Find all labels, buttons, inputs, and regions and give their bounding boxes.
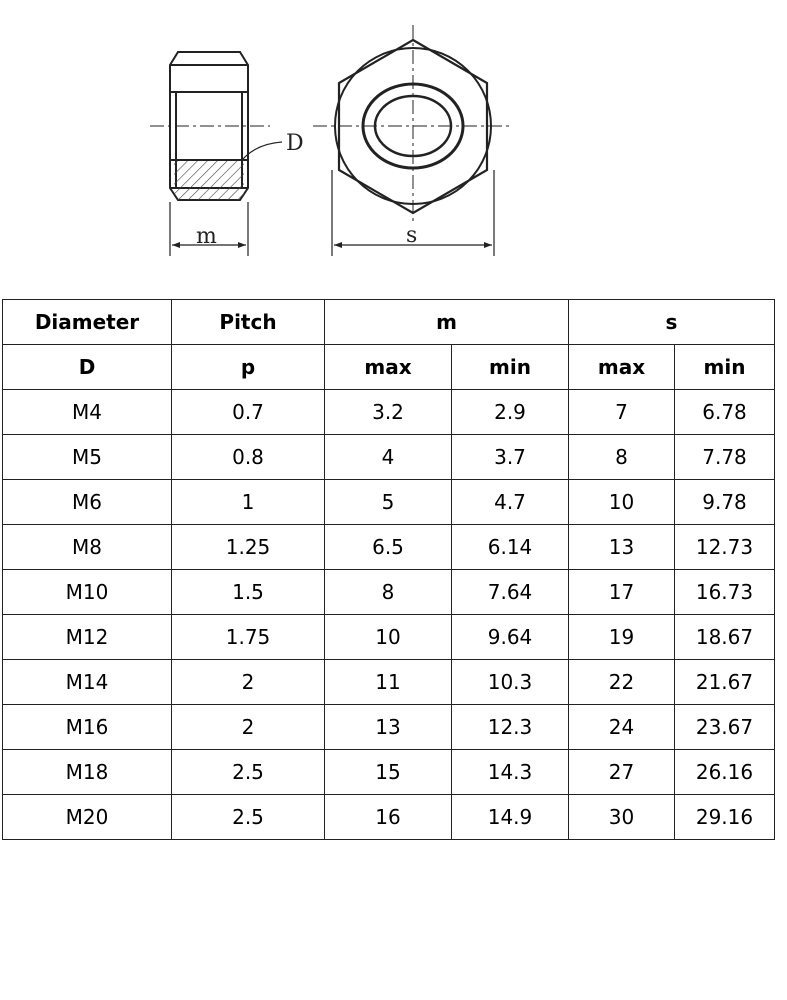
m-min-cell: 2.9 (452, 390, 569, 435)
m-min-cell: 12.3 (452, 705, 569, 750)
m-max-cell: 16 (325, 795, 452, 840)
m-max-cell: 11 (325, 660, 452, 705)
header-diameter-symbol: D (3, 345, 172, 390)
m-min-cell: 14.9 (452, 795, 569, 840)
diameter-cell: M6 (3, 480, 172, 525)
pitch-cell: 1.75 (172, 615, 325, 660)
s-min-cell: 18.67 (675, 615, 775, 660)
table-row (3, 525, 775, 570)
pitch-cell: 1 (172, 480, 325, 525)
table-row (3, 705, 775, 750)
pitch-cell: 2 (172, 705, 325, 750)
s-max-cell: 27 (569, 750, 675, 795)
header-pitch-symbol: p (172, 345, 325, 390)
m-min-cell: 4.7 (452, 480, 569, 525)
pitch-cell: 1.5 (172, 570, 325, 615)
s-min-cell: 16.73 (675, 570, 775, 615)
m-max-cell: 4 (325, 435, 452, 480)
s-min-cell: 26.16 (675, 750, 775, 795)
m-max-cell: 6.5 (325, 525, 452, 570)
table-body (3, 390, 775, 840)
diameter-cell: M20 (3, 795, 172, 840)
header-m-min: min (452, 345, 569, 390)
s-min-cell: 9.78 (675, 480, 775, 525)
table-row (3, 480, 775, 525)
m-min-cell: 9.64 (452, 615, 569, 660)
diameter-cell: M16 (3, 705, 172, 750)
pitch-cell: 2.5 (172, 750, 325, 795)
s-min-cell: 29.16 (675, 795, 775, 840)
s-min-cell: 12.73 (675, 525, 775, 570)
diameter-cell: M5 (3, 435, 172, 480)
diameter-cell: M18 (3, 750, 172, 795)
s-max-cell: 24 (569, 705, 675, 750)
header-diameter: Diameter (3, 300, 172, 345)
table-row (3, 435, 775, 480)
m-max-cell: 13 (325, 705, 452, 750)
s-max-cell: 30 (569, 795, 675, 840)
s-min-cell: 21.67 (675, 660, 775, 705)
s-min-cell: 7.78 (675, 435, 775, 480)
header-pitch: Pitch (172, 300, 325, 345)
s-max-cell: 22 (569, 660, 675, 705)
m-max-cell: 3.2 (325, 390, 452, 435)
label-s: s (406, 223, 418, 248)
pitch-cell: 0.7 (172, 390, 325, 435)
m-max-cell: 8 (325, 570, 452, 615)
table-row (3, 390, 775, 435)
m-max-cell: 5 (325, 480, 452, 525)
label-d: D (286, 131, 304, 156)
s-max-cell: 19 (569, 615, 675, 660)
header-m-max: max (325, 345, 452, 390)
s-min-cell: 6.78 (675, 390, 775, 435)
table-header (3, 300, 775, 390)
diameter-cell: M8 (3, 525, 172, 570)
pitch-cell: 0.8 (172, 435, 325, 480)
table-row (3, 570, 775, 615)
header-m: m (325, 300, 569, 345)
pitch-cell: 2.5 (172, 795, 325, 840)
m-min-cell: 14.3 (452, 750, 569, 795)
table-row (3, 660, 775, 705)
header-s: s (569, 300, 775, 345)
table-row (3, 750, 775, 795)
s-max-cell: 10 (569, 480, 675, 525)
m-min-cell: 6.14 (452, 525, 569, 570)
table-row (3, 615, 775, 660)
s-max-cell: 7 (569, 390, 675, 435)
diameter-cell: M10 (3, 570, 172, 615)
header-s-max: max (569, 345, 675, 390)
table-row (3, 795, 775, 840)
m-min-cell: 7.64 (452, 570, 569, 615)
m-max-cell: 15 (325, 750, 452, 795)
nut-front-view (313, 25, 513, 256)
s-max-cell: 13 (569, 525, 675, 570)
nut-spec-table (2, 299, 775, 840)
m-min-cell: 3.7 (452, 435, 569, 480)
hex-nut-drawing (130, 20, 570, 270)
pitch-cell: 2 (172, 660, 325, 705)
diameter-cell: M12 (3, 615, 172, 660)
s-max-cell: 8 (569, 435, 675, 480)
label-m: m (196, 224, 217, 249)
s-max-cell: 17 (569, 570, 675, 615)
s-min-cell: 23.67 (675, 705, 775, 750)
diameter-cell: M14 (3, 660, 172, 705)
diameter-cell: M4 (3, 390, 172, 435)
m-min-cell: 10.3 (452, 660, 569, 705)
m-max-cell: 10 (325, 615, 452, 660)
pitch-cell: 1.25 (172, 525, 325, 570)
header-s-min: min (675, 345, 775, 390)
